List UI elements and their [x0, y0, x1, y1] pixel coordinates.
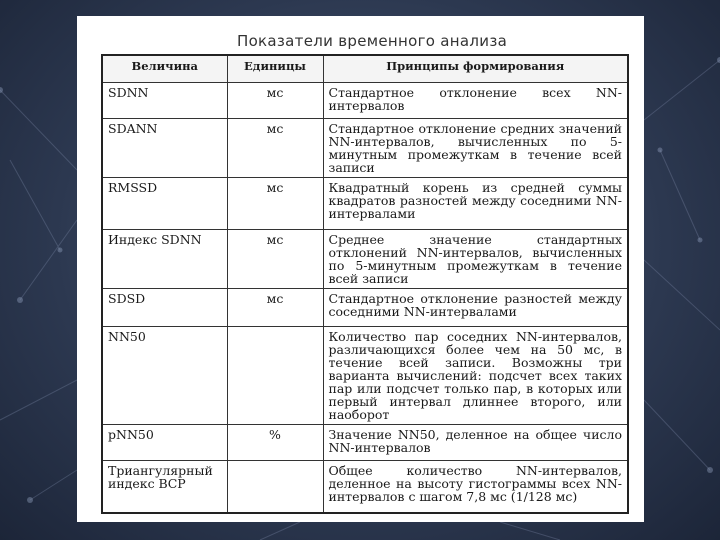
table-row: [102, 230, 628, 289]
row-unit: %: [227, 425, 323, 461]
row-name: Триангулярный индекс ВСР: [102, 461, 227, 513]
slide: [77, 16, 644, 522]
row-name: Индекс SDNN: [102, 230, 227, 289]
row-unit: [227, 461, 323, 513]
row-unit: мс: [227, 230, 323, 289]
row-desc: Стандартное отклонение всех NN-интервалов: [323, 83, 628, 119]
row-unit: мс: [227, 83, 323, 119]
row-unit: мс: [227, 119, 323, 178]
row-desc: Квадратный корень из средней суммы квадратов разностей между соседними NN-интервалами: [323, 178, 628, 230]
row-name: RMSSD: [102, 178, 227, 230]
table-row: [102, 83, 628, 119]
row-name: SDNN: [102, 83, 227, 119]
row-name: NN50: [102, 327, 227, 425]
table-row: [102, 327, 628, 425]
row-desc: Количество пар соседних NN-интервалов, различающихся более чем на 50 мс, в течение всей записи. Возможны три варианта вычислений: подсчет всех таких пар или подсчет только пар, в которых или первый интервал длиннее второго, или наоборот: [323, 327, 628, 425]
row-name: pNN50: [102, 425, 227, 461]
header-quantity: Величина: [102, 55, 227, 83]
table-row: [102, 425, 628, 461]
row-unit: мс: [227, 289, 323, 327]
slide-title: Показатели временного анализа: [237, 32, 508, 50]
row-desc: Значение NN50, деленное на общее число NN-интервалов: [323, 425, 628, 461]
header-units: Единицы: [227, 55, 323, 83]
row-unit: [227, 327, 323, 425]
row-name: SDSD: [102, 289, 227, 327]
header-row: [102, 55, 628, 83]
row-desc: Среднее значение стандартных отклонений NN-интервалов, вычисленных по 5-минутным промежуткам в течение всей записи: [323, 230, 628, 289]
header-principles: Принципы формирования: [323, 55, 628, 83]
hrv-time-table: [101, 54, 629, 514]
row-unit: мс: [227, 178, 323, 230]
table-row: [102, 178, 628, 230]
row-name: SDANN: [102, 119, 227, 178]
table-row: [102, 461, 628, 513]
table-row: [102, 289, 628, 327]
row-desc: Стандартное отклонение разностей между соседними NN-интервалами: [323, 289, 628, 327]
table-row: [102, 119, 628, 178]
row-desc: Стандартное отклонение средних значений NN-интервалов, вычисленных по 5-минутным промежуткам в течение всей записи: [323, 119, 628, 178]
row-desc: Общее количество NN-интервалов, деленное на высоту гистограммы всех NN-интервалов с шагом 7,8 мс (1/128 мс): [323, 461, 628, 513]
